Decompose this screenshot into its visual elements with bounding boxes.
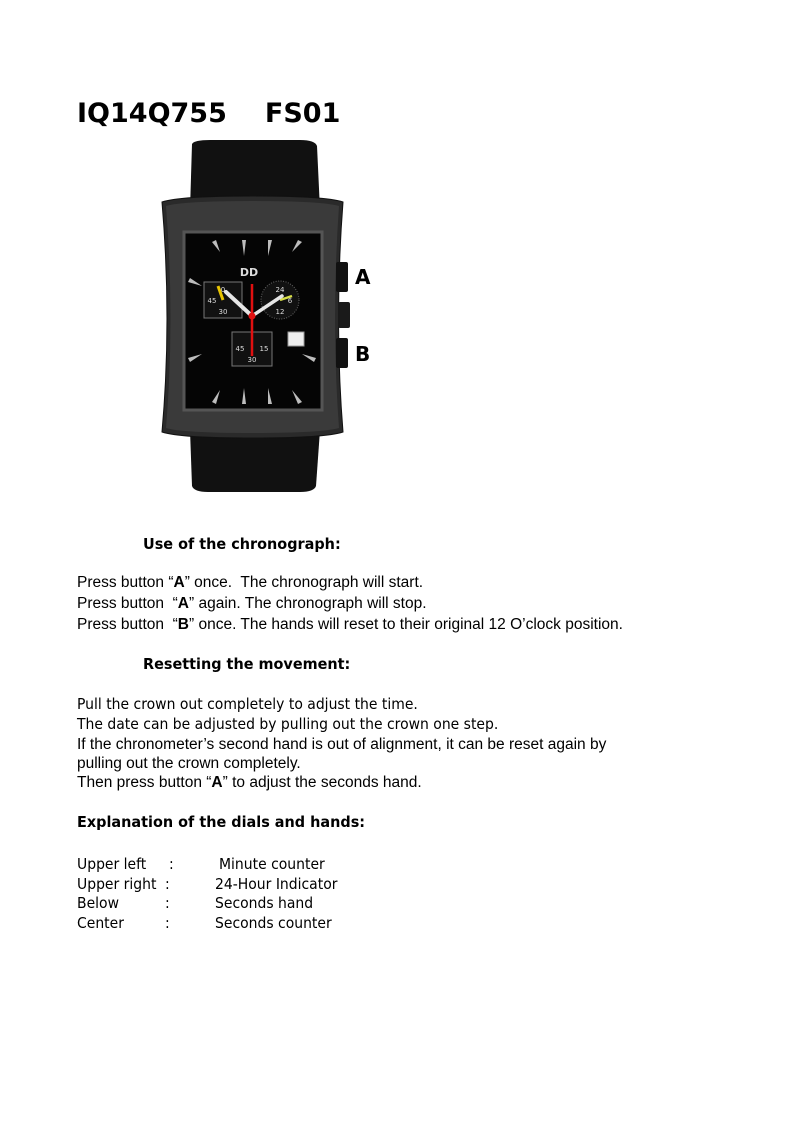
row-separator: : <box>169 855 174 873</box>
resetting-line-4: pulling out the crown completely. <box>77 755 301 772</box>
resetting-line-3: If the chronometer’s second hand is out of alignment, it can be reset again by <box>77 736 607 753</box>
row-label: Below <box>77 894 119 912</box>
row-label: Upper right <box>77 875 157 893</box>
crown <box>338 302 350 328</box>
row-separator: : <box>165 914 170 932</box>
model-code: FS01 <box>264 98 341 129</box>
row-value: Seconds hand <box>215 894 314 912</box>
button-a-label: A <box>355 265 371 289</box>
page-title <box>77 98 340 129</box>
row-label: Upper left <box>77 855 147 873</box>
row-value: Seconds counter <box>215 914 332 932</box>
row-separator: : <box>165 894 170 912</box>
explanation-heading: Explanation of the dials and hands: <box>77 813 366 831</box>
row-value: Minute counter <box>219 855 325 873</box>
subdial-left-bottom: 30 <box>218 308 228 316</box>
chronograph-heading: Use of the chronograph: <box>143 535 341 553</box>
subdial-right-bottom: 12 <box>275 308 285 316</box>
resetting-line-1: Pull the crown out completely to adjust the time. <box>77 695 418 713</box>
subdial-left-top: 0 <box>220 286 226 294</box>
watch-image <box>150 140 355 500</box>
pusher-a <box>336 262 348 292</box>
subdial-left-left: 45 <box>207 297 217 305</box>
row-label: Center <box>77 914 124 932</box>
subdial-bottom-left: 45 <box>235 345 245 353</box>
pusher-b <box>336 338 348 368</box>
resetting-line-2: The date can be adjusted by pulling out the crown one step. <box>77 715 499 733</box>
row-value: 24-Hour Indicator <box>215 875 338 893</box>
button-b-label: B <box>355 342 371 366</box>
model-number: IQ14Q755 <box>77 98 227 129</box>
subdial-right-right: 6 <box>287 297 293 305</box>
chronograph-line-3: Press button “B” once. The hands will reset to their original 12 O’clock position. <box>77 616 623 633</box>
chronograph-line-1: Press button “A” once. The chronograph will start. <box>77 574 424 591</box>
chronograph-line-2: Press button “A” again. The chronograph will stop. <box>77 595 427 612</box>
resetting-heading: Resetting the movement: <box>143 655 351 673</box>
row-separator: : <box>165 875 170 893</box>
resetting-line-5: Then press button “A” to adjust the seconds hand. <box>77 774 422 791</box>
subdial-right-top: 24 <box>275 286 285 294</box>
svg-text:DD: DD <box>239 266 259 279</box>
subdial-bottom-right: 15 <box>259 345 269 353</box>
subdial-bottom-bottom: 30 <box>247 356 257 364</box>
